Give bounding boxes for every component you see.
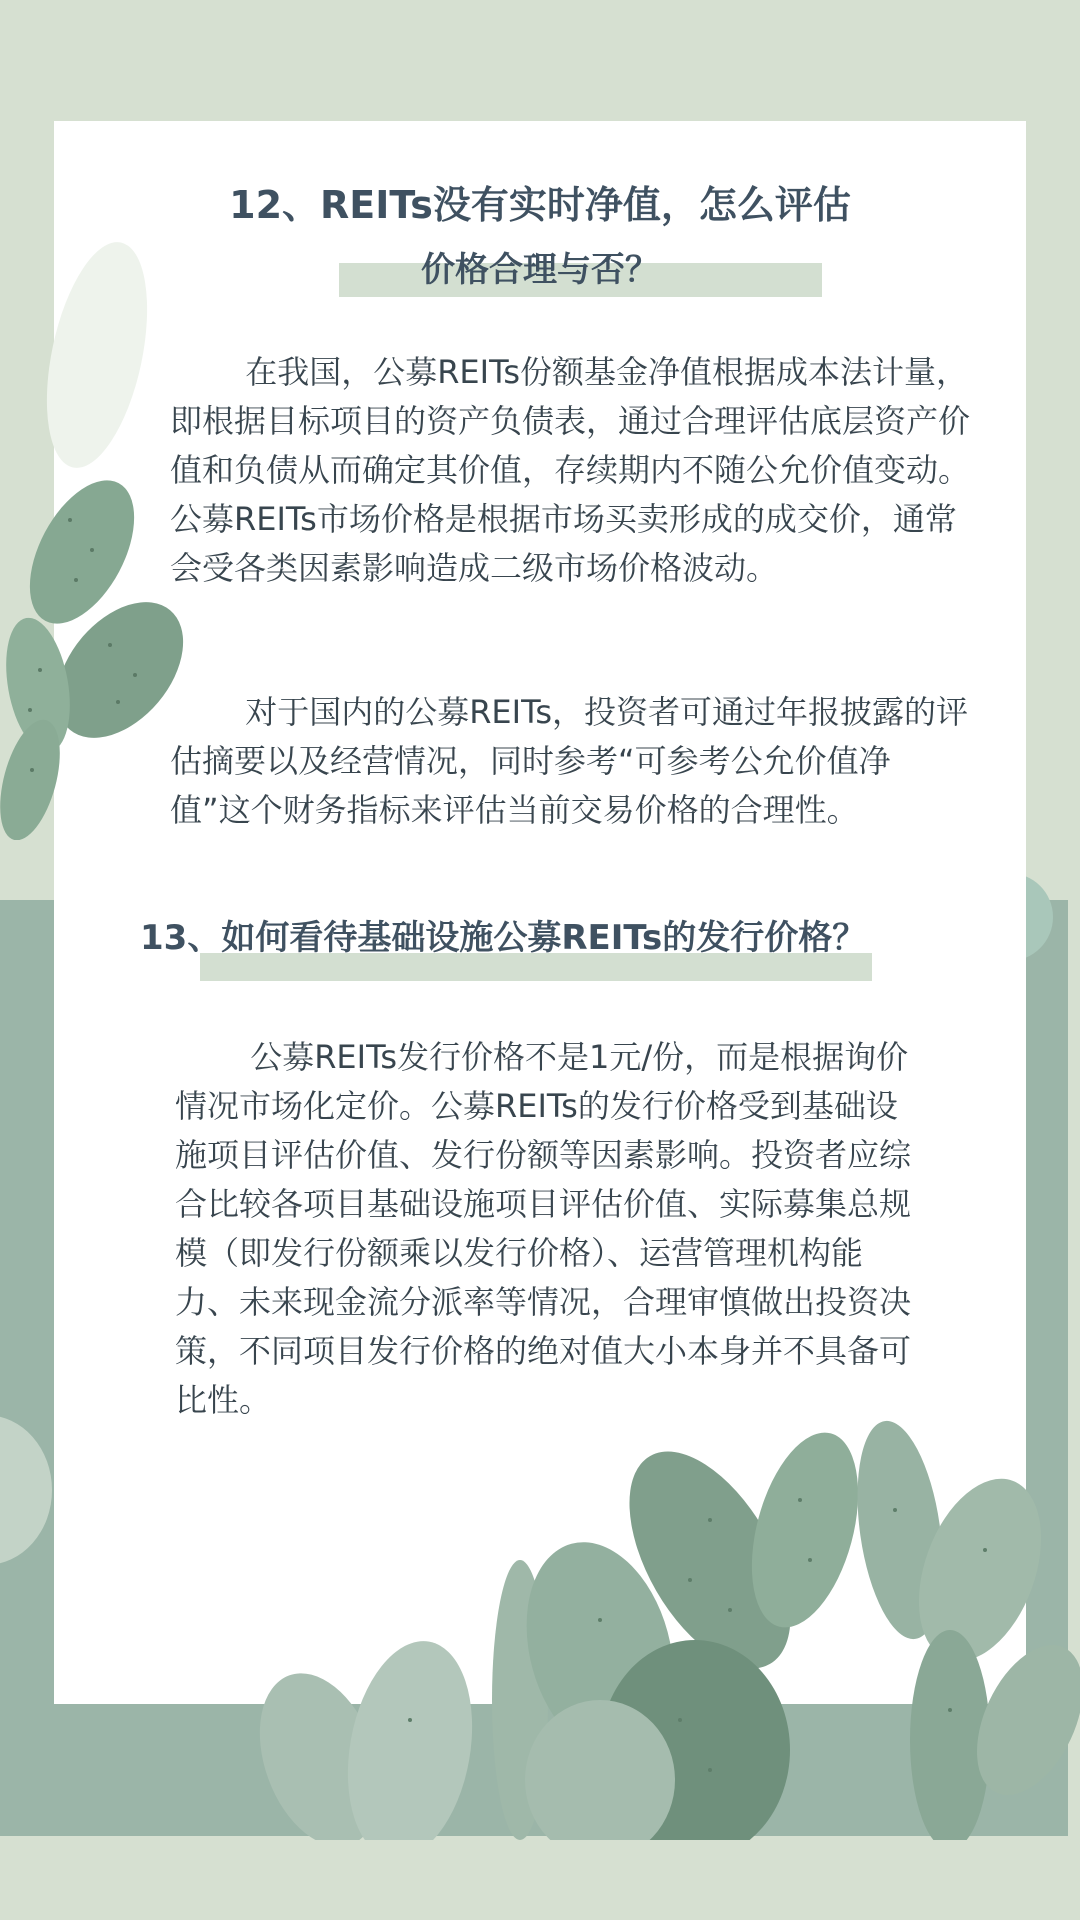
background-bottom-strip bbox=[0, 1836, 1080, 1920]
section-12-paragraph-2: 对于国内的公募REITs，投资者可通过年报披露的评估摘要以及经营情况，同时参考“可参考公允价值净值”这个财务指标来评估当前交易价格的合理性。 bbox=[170, 693, 969, 829]
section-13-paragraph: 公募REITs发行价格不是1元/份，而是根据询价情况市场化定价。公募REITs的发行价格受到基础设施项目评估价值、发行份额等因素影响。投资者应综合比较各项目基础设施项目评估价值、实际募集总规模（即发行份额乘以发行价格）、运营管理机构能力、未来现金流分派率等情况，合理审慎做出投资决策，不同项目发行价格的绝对值大小本身并不具备可比性。 bbox=[175, 1038, 912, 1419]
cactus-left-illustration bbox=[0, 480, 190, 840]
section-12-paragraph-1: 在我国，公募REITs份额基金净值根据成本法计量，即根据目标项目的资产负债表，通过合理评估底层资产价值和负债从而确定其价值，存续期内不随公允价值变动。公募REITs市场价格是根据市场买卖形成的成交价，通常会受各类因素影响造成二级市场价格波动。 bbox=[170, 353, 971, 587]
section-12-heading-line2: 价格合理与否？ bbox=[421, 250, 659, 290]
section-12-heading-line1: 12、REITs没有实时净值，怎么评估 bbox=[229, 183, 851, 227]
cactus-bottom-illustration bbox=[240, 1420, 1080, 1840]
section-13-heading: 13、如何看待基础设施公募REITs的发行价格？ bbox=[140, 918, 867, 958]
